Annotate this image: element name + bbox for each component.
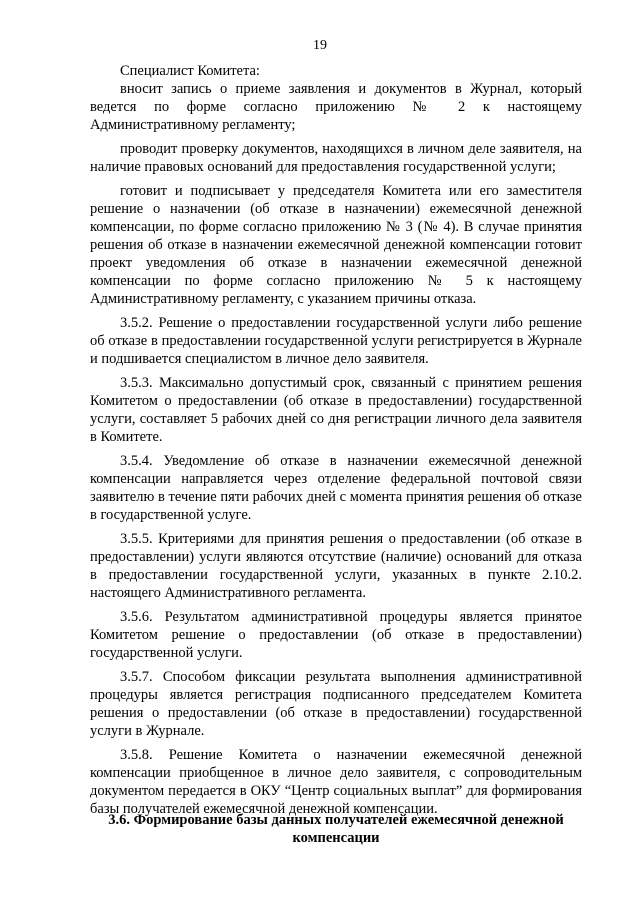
- section-heading: 3.6. Формирование базы данных получателей ежемесячной денежной компенсации: [108, 812, 564, 846]
- document-body: [90, 62, 582, 818]
- paragraph-decision-preparation: готовит и подписывает у председателя Комитета или его заместителя решение о назначении (об отказе в назначении) ежемесячной денежной компенсации, по форме согласно приложению № 3 (№ 4). В случае принятия решения об отказе в назначении ежемесячной денежной компенсации готовит проект уведомления об отказе в назначении ежемесячной денежной компенсации по форме согласно приложению № 5 к настоящему Административному регламенту, с указанием причины отказа.: [90, 183, 582, 307]
- paragraph-3-5-4: 3.5.4. Уведомление об отказе в назначении ежемесячной денежной компенсации направляется через отделение федеральной почтовой связи заявителю в течение пяти рабочих дней с момента принятия решения об отказе в государственной услуге.: [90, 453, 582, 523]
- paragraph-specialist-header: Специалист Комитета:: [120, 63, 260, 79]
- paragraph-journal-entry: вносит запись о приеме заявления и документов в Журнал, который ведется по форме согласно приложению № 2 к настоящему Административному регламенту;: [90, 81, 582, 133]
- paragraph-3-5-3: 3.5.3. Максимально допустимый срок, связанный с принятием решения Комитетом о предоставлении (об отказе в предоставлении) государственной услуги, составляет 5 рабочих дней со дня регистрации личного дела заявителя в Комитете.: [90, 375, 582, 445]
- paragraph-3-5-8: 3.5.8. Решение Комитета о назначении ежемесячной денежной компенсации приобщенное в личное дело заявителя, с сопроводительным документом передается в ОКУ “Центр социальных выплат” для формирования базы получателей ежемесячной денежной компенсации.: [90, 747, 582, 817]
- paragraph-3-5-5: 3.5.5. Критериями для принятия решения о предоставлении (об отказе в предоставлении) услуги являются отсутствие (наличие) оснований для отказа в предоставлении государственной услуги, указанных в пункте 2.10.2. настоящего Административного регламента.: [90, 531, 582, 601]
- paragraph-document-check: проводит проверку документов, находящихся в личном деле заявителя, на наличие правовых оснований для предоставления государственной услуги;: [90, 141, 582, 175]
- paragraph-3-5-2: 3.5.2. Решение о предоставлении государственной услуги либо решение об отказе в предоставлении государственной услуги регистрируется в Журнале и подшивается специалистом в личное дело заявителя.: [90, 315, 582, 367]
- paragraph-3-5-6: 3.5.6. Результатом административной процедуры является принятое Комитетом решение о предоставлении (об отказе в предоставлении) государственной услуги.: [90, 609, 582, 661]
- paragraph-3-5-7: 3.5.7. Способом фиксации результата выполнения административной процедуры является регистрация подписанного председателем Комитета решения о предоставлении (об отказе в предоставлении) государственной услуги в Журнале.: [90, 669, 582, 739]
- page-number: 19: [313, 38, 327, 53]
